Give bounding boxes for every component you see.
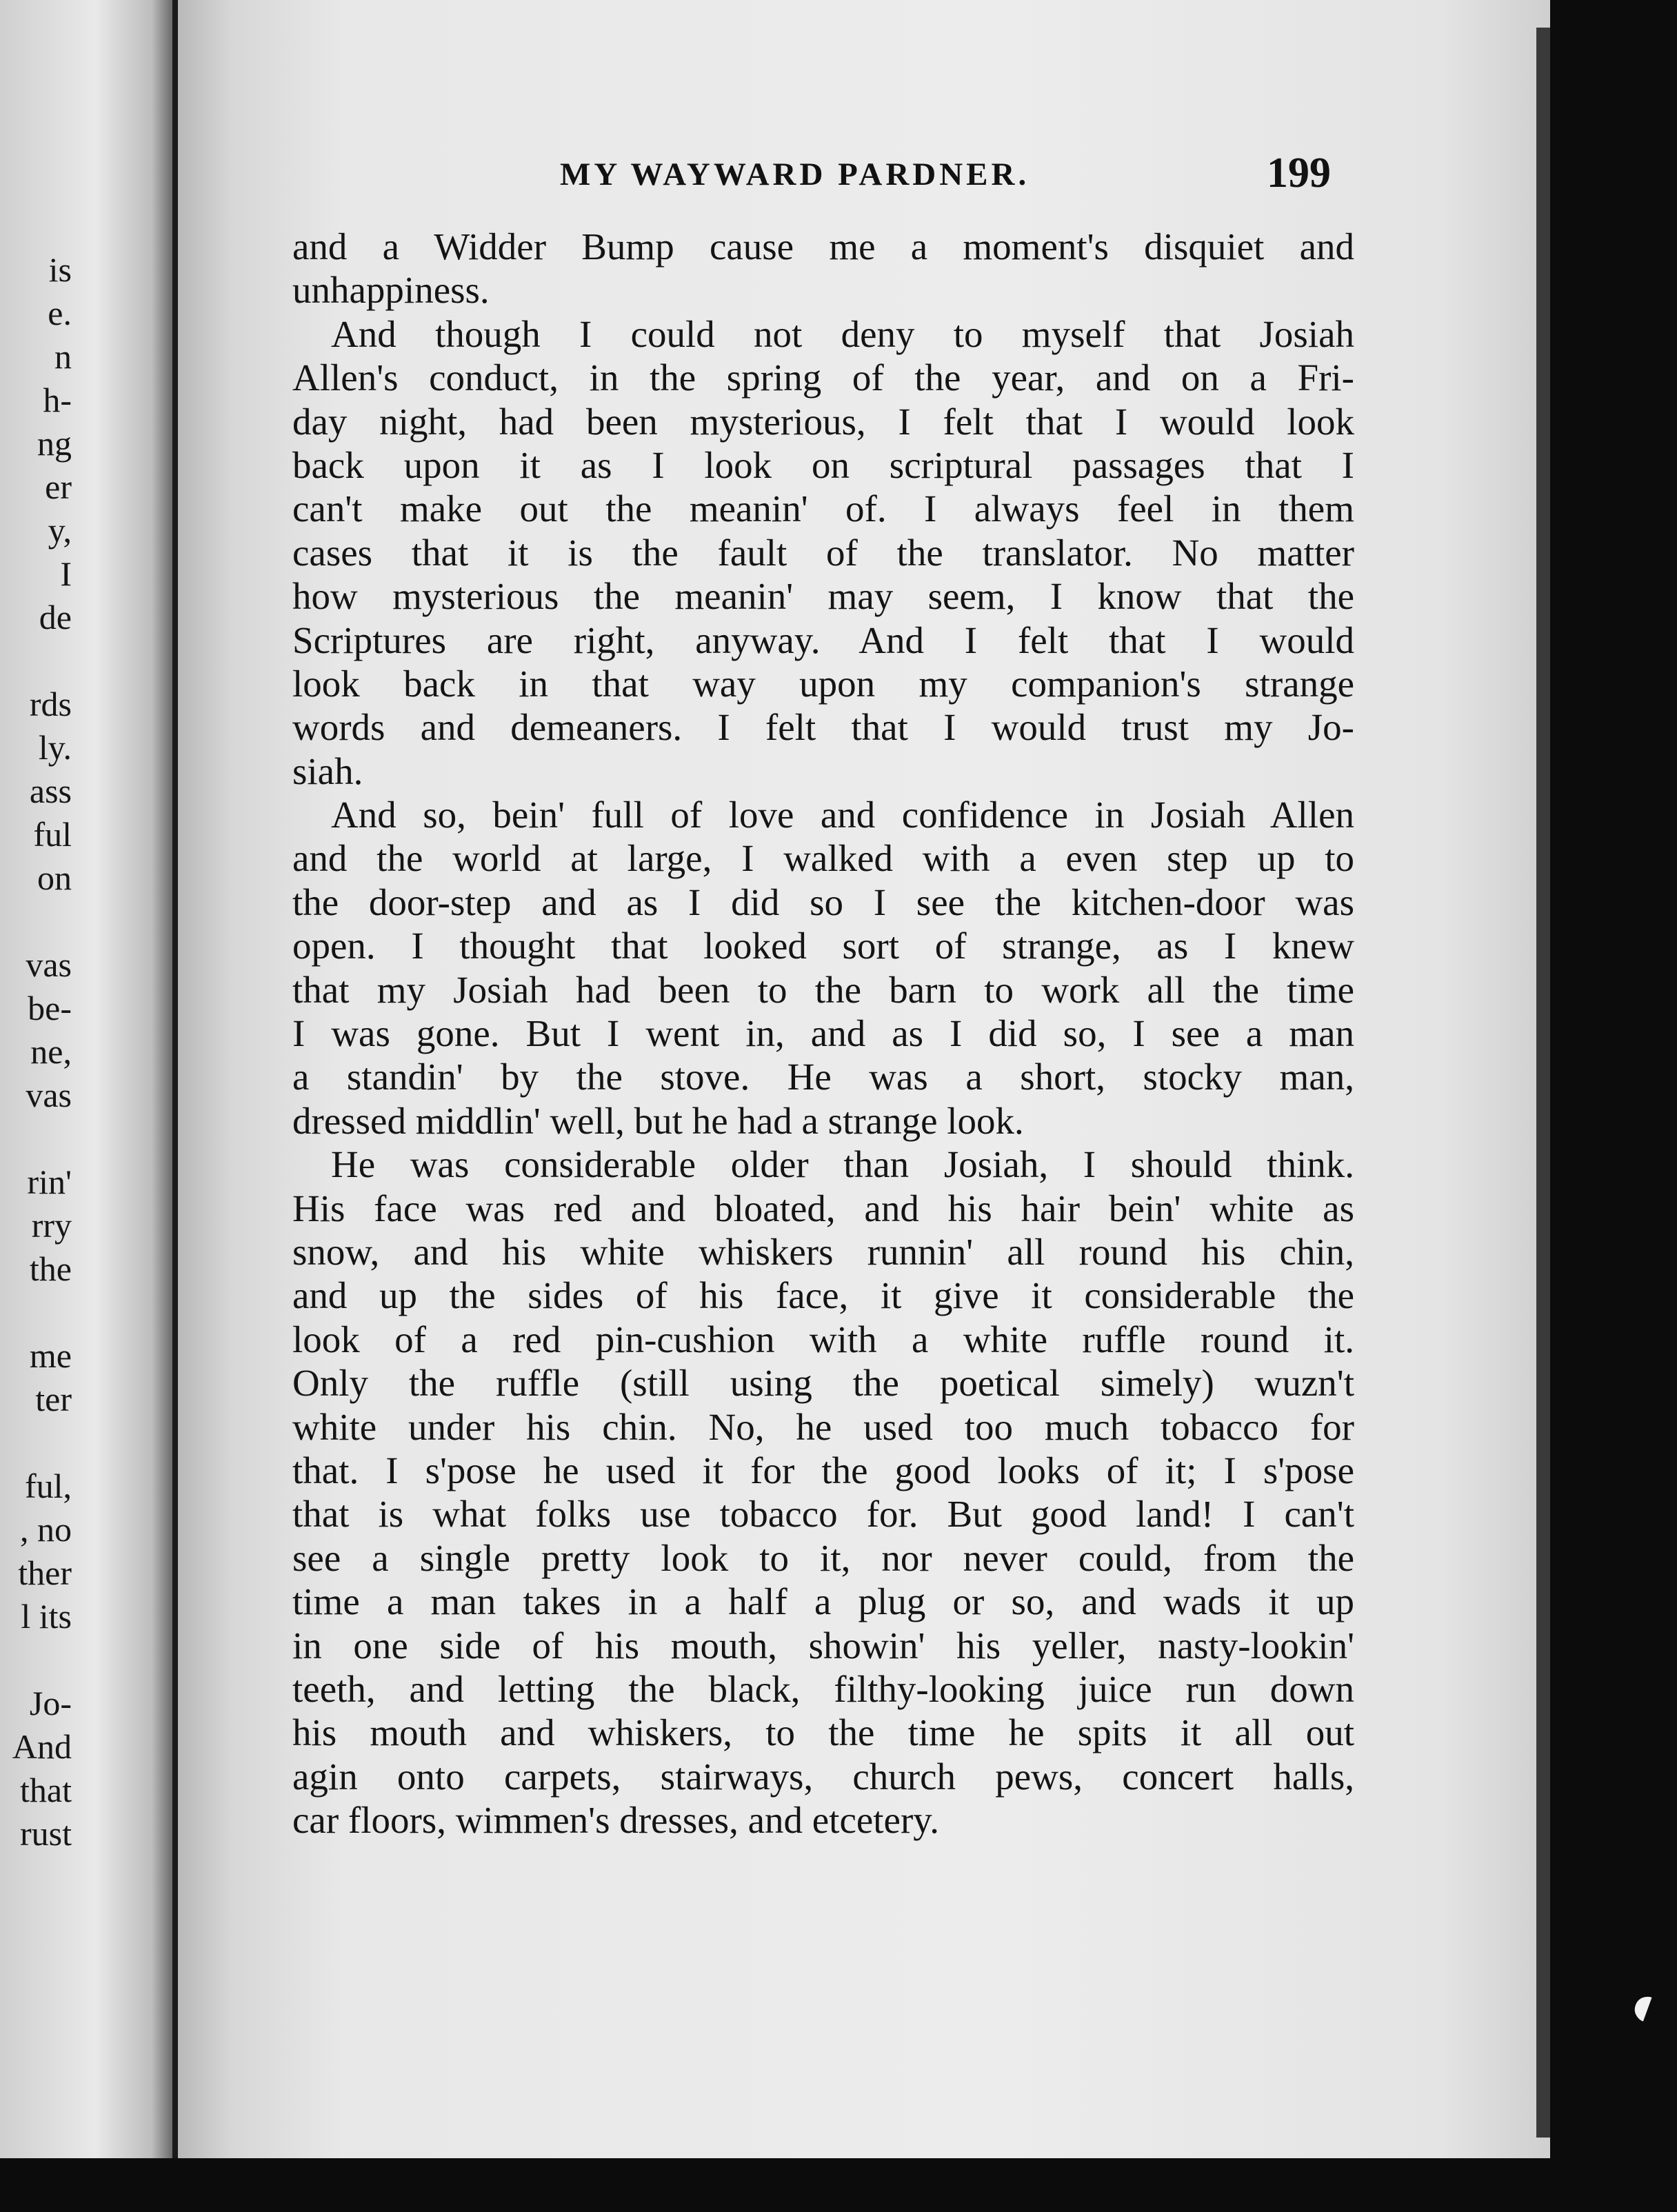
text-line: I was gone. But I went in, and as I did so, I see a man (292, 1012, 1354, 1055)
text-line: and the world at large, I walked with a even step up to (292, 837, 1354, 880)
text-line: and up the sides of his face, it give it considerable the (292, 1274, 1354, 1317)
text-line: teeth, and letting the black, filthy-looking juice run down (292, 1667, 1354, 1710)
scan-speck: ◖ (1628, 1984, 1658, 2027)
facing-page-fragment: ng (37, 424, 72, 463)
text-line: time a man takes in a half a plug or so, and wads it up (292, 1580, 1354, 1623)
facing-page (0, 0, 172, 2212)
body-text (292, 225, 1354, 1842)
facing-page-fragment: I (60, 554, 72, 593)
scan-background-right (1550, 0, 1677, 2212)
text-line: how mysterious the meanin' may seem, I know that the (292, 575, 1354, 618)
facing-page-fragment: n (54, 337, 72, 376)
facing-page-gap (0, 1638, 72, 1682)
facing-page-fragment: er (45, 467, 72, 506)
facing-page-fragment: the (29, 1249, 72, 1288)
page-number: 199 (1267, 150, 1331, 197)
facing-page-fragment: , no (20, 1510, 72, 1549)
text-line: in one side of his mouth, showin' his yeller, nasty-lookin' (292, 1624, 1354, 1667)
text-line: can't make out the meanin' of. I always feel in them (292, 487, 1354, 530)
text-line: that is what folks use tobacco for. But good land! I can't (292, 1493, 1354, 1536)
facing-page-fragment: be- (28, 989, 72, 1027)
text-line: his mouth and whiskers, to the time he spits it all out (292, 1711, 1354, 1754)
text-line: look of a red pin-cushion with a white ruffle round it. (292, 1318, 1354, 1360)
text-line: Scriptures are right, anyway. And I felt that I would (292, 619, 1354, 661)
text-line: snow, and his white whiskers runnin' all round his chin, (292, 1230, 1354, 1273)
page-header (372, 149, 1331, 197)
text-line: and a Widder Bump cause me a moment's disquiet and (292, 225, 1354, 268)
facing-page-fragment: that (20, 1771, 72, 1809)
text-line: words and demeaners. I felt that I would trust my Jo- (292, 706, 1354, 749)
text-line: a standin' by the stove. He was a short, stocky man, (292, 1056, 1354, 1098)
facing-page-fragment: rds (29, 685, 72, 723)
text-line: His face was red and bloated, and his hair bein' white as (292, 1187, 1354, 1229)
facing-page-fragment: ass (29, 772, 72, 810)
facing-page-gap (0, 639, 72, 683)
text-line: car floors, wimmen's dresses, and etcetery. (292, 1799, 939, 1842)
facing-page-fragment: l its (21, 1597, 72, 1636)
text-line: agin onto carpets, stairways, church pews, concert halls, (292, 1755, 1354, 1798)
text-line: see a single pretty look to it, nor never could, from the (292, 1536, 1354, 1579)
facing-page-fragment: e. (48, 294, 72, 332)
facing-page-fragment: ther (18, 1554, 72, 1592)
facing-page-fragment: is (48, 250, 72, 289)
facing-page-fragment: And (12, 1727, 72, 1766)
text-line: And though I could not deny to myself that Josiah (331, 312, 1354, 355)
text-line: Only the ruffle (still using the poetical simely) wuzn't (292, 1362, 1354, 1405)
facing-page-fragment: ful, (24, 1467, 72, 1505)
text-line: that. I s'pose he used it for the good looks of it; I s'pose (292, 1449, 1354, 1491)
text-line: siah. (292, 750, 363, 792)
facing-page-fragment: Jo- (29, 1684, 72, 1722)
text-line: open. I thought that looked sort of strange, as I knew (292, 925, 1354, 967)
text-line: back upon it as I look on scriptural passages that I (292, 443, 1354, 486)
text-line: He was considerable older than Josiah, I should think. (331, 1143, 1354, 1186)
text-line: look back in that way upon my companion's strange (292, 662, 1354, 705)
facing-page-fragment: ne, (30, 1032, 72, 1071)
text-line: cases that it is the fault of the translator. No matter (292, 531, 1354, 574)
text-line: day night, had been mysterious, I felt that I would look (292, 400, 1354, 443)
text-line: white under his chin. No, he used too much tobacco for (292, 1405, 1354, 1448)
facing-page-gap (0, 1117, 72, 1160)
facing-page-fragment: y, (48, 511, 72, 550)
facing-page-fragment: rry (31, 1206, 72, 1245)
facing-page-fragment: me (29, 1336, 72, 1375)
facing-page-text-fragments (0, 248, 72, 1856)
facing-page-fragment: ful (33, 815, 72, 854)
facing-page-gap (0, 900, 72, 943)
facing-page-gap (0, 1421, 72, 1465)
text-line: dressed middlin' well, but he had a strange look. (292, 1099, 1024, 1142)
text-line: the door-step and as I did so I see the kitchen-door was (292, 881, 1354, 923)
facing-page-fragment: on (37, 858, 72, 897)
running-head: MY WAYWARD PARDNER. (560, 157, 1030, 192)
facing-page-gap (0, 1291, 72, 1334)
facing-page-fragment: vas (26, 945, 72, 984)
facing-page-fragment: ter (35, 1380, 72, 1418)
facing-page-fragment: de (39, 598, 72, 636)
facing-page-fragment: rust (20, 1814, 72, 1853)
text-line: unhappiness. (292, 269, 490, 312)
scan-background-bottom (0, 2158, 1677, 2212)
text-line: that my Josiah had been to the barn to work all the time (292, 968, 1354, 1011)
text-line: And so, bein' full of love and confidence in Josiah Allen (331, 794, 1354, 836)
text-line: Allen's conduct, in the spring of the year, and on a Fri- (292, 356, 1354, 399)
facing-page-fragment: vas (26, 1076, 72, 1114)
facing-page-fragment: ly. (38, 728, 72, 767)
facing-page-fragment: rin' (27, 1163, 72, 1201)
facing-page-fragment: h- (43, 381, 72, 419)
